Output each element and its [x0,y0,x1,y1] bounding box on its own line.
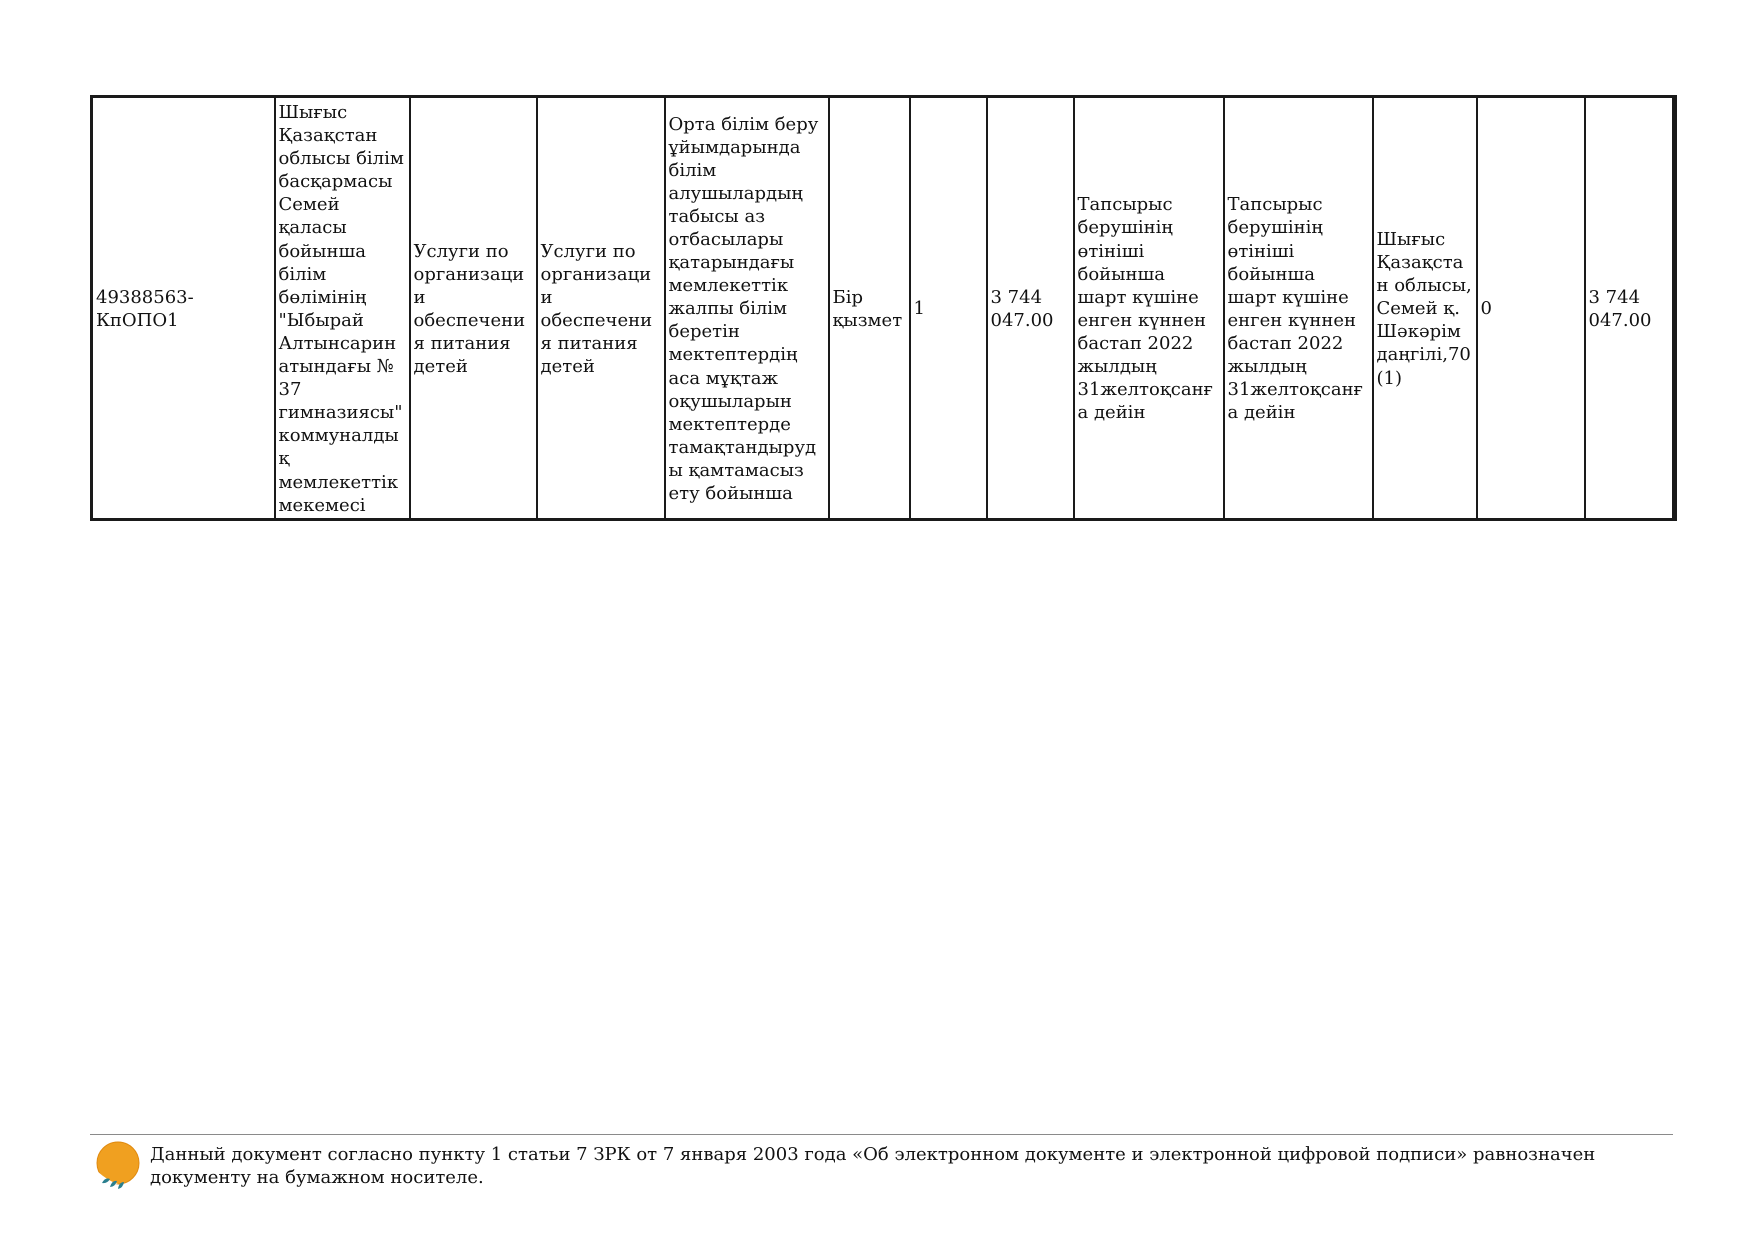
address-cell [1373,97,1477,520]
item-description: Орта білім беру ұйымдарында білім алушылардың табысы аз отбасылары қатарындағы мемлекеттік жалпы білім беретін мектептердің аса мұқтаж оқушыларын мектептерде тамақтандыруды қамтамасыз ету бойынша [668,113,819,505]
document-footer [90,1134,1673,1189]
lot-id-cell [92,97,275,520]
description-cell [665,97,829,520]
item-name-alt: Услуги по организации обеспечения питания детей [540,240,653,378]
advance-cell [1477,97,1585,520]
delivery-term: Тапсырыс берушінің өтініші бойынша шарт күшіне енген күннен бастап 2022 жылдың 31желтоқсанға дейін [1077,194,1213,424]
item-name-cell [410,97,537,520]
quantity: 1 [913,298,925,320]
amount-cell [987,97,1074,520]
total-cell [1585,97,1675,520]
item-name-alt-cell [537,97,665,520]
table-row [92,97,1675,520]
delivery-term-alt-cell [1224,97,1373,520]
customer-cell [275,97,410,520]
customer-name: Шығыс Қазақстан облысы білім басқармасы Семей қаласы бойынша білім бөлімінің "Ыбырай Алтынсарин атындағы № 37 гимназиясы" коммуналдық мемлекеттік мекемесі [278,102,404,516]
egov-seal-icon [94,1141,142,1189]
quantity-cell [910,97,987,520]
delivery-address: Шығыс Қазақстан облысы, Семей қ. Шәкәрім даңгілі,70 (1) [1376,229,1472,389]
procurement-table [90,95,1677,521]
advance-payment: 0 [1480,298,1492,320]
unit-of-measure: Бір қызмет [832,286,903,331]
total-amount: 3 744 047.00 [1588,286,1652,331]
lot-id: 49388563-КпОПО1 [96,286,194,331]
unit-cell [829,97,910,520]
delivery-term-alt: Тапсырыс берушінің өтініші бойынша шарт күшіне енген күннен бастап 2022 жылдың 31желтоқсанға дейін [1227,194,1363,424]
legal-notice: Данный документ согласно пункту 1 статьи 7 ЗРК от 7 января 2003 года «Об электронном документе и электронной цифровой подписи» равнозначен документу на бумажном носителе. [150,1144,1596,1188]
delivery-term-cell [1074,97,1224,520]
amount: 3 744 047.00 [990,286,1054,331]
item-name: Услуги по организации обеспечения питания детей [413,240,526,378]
